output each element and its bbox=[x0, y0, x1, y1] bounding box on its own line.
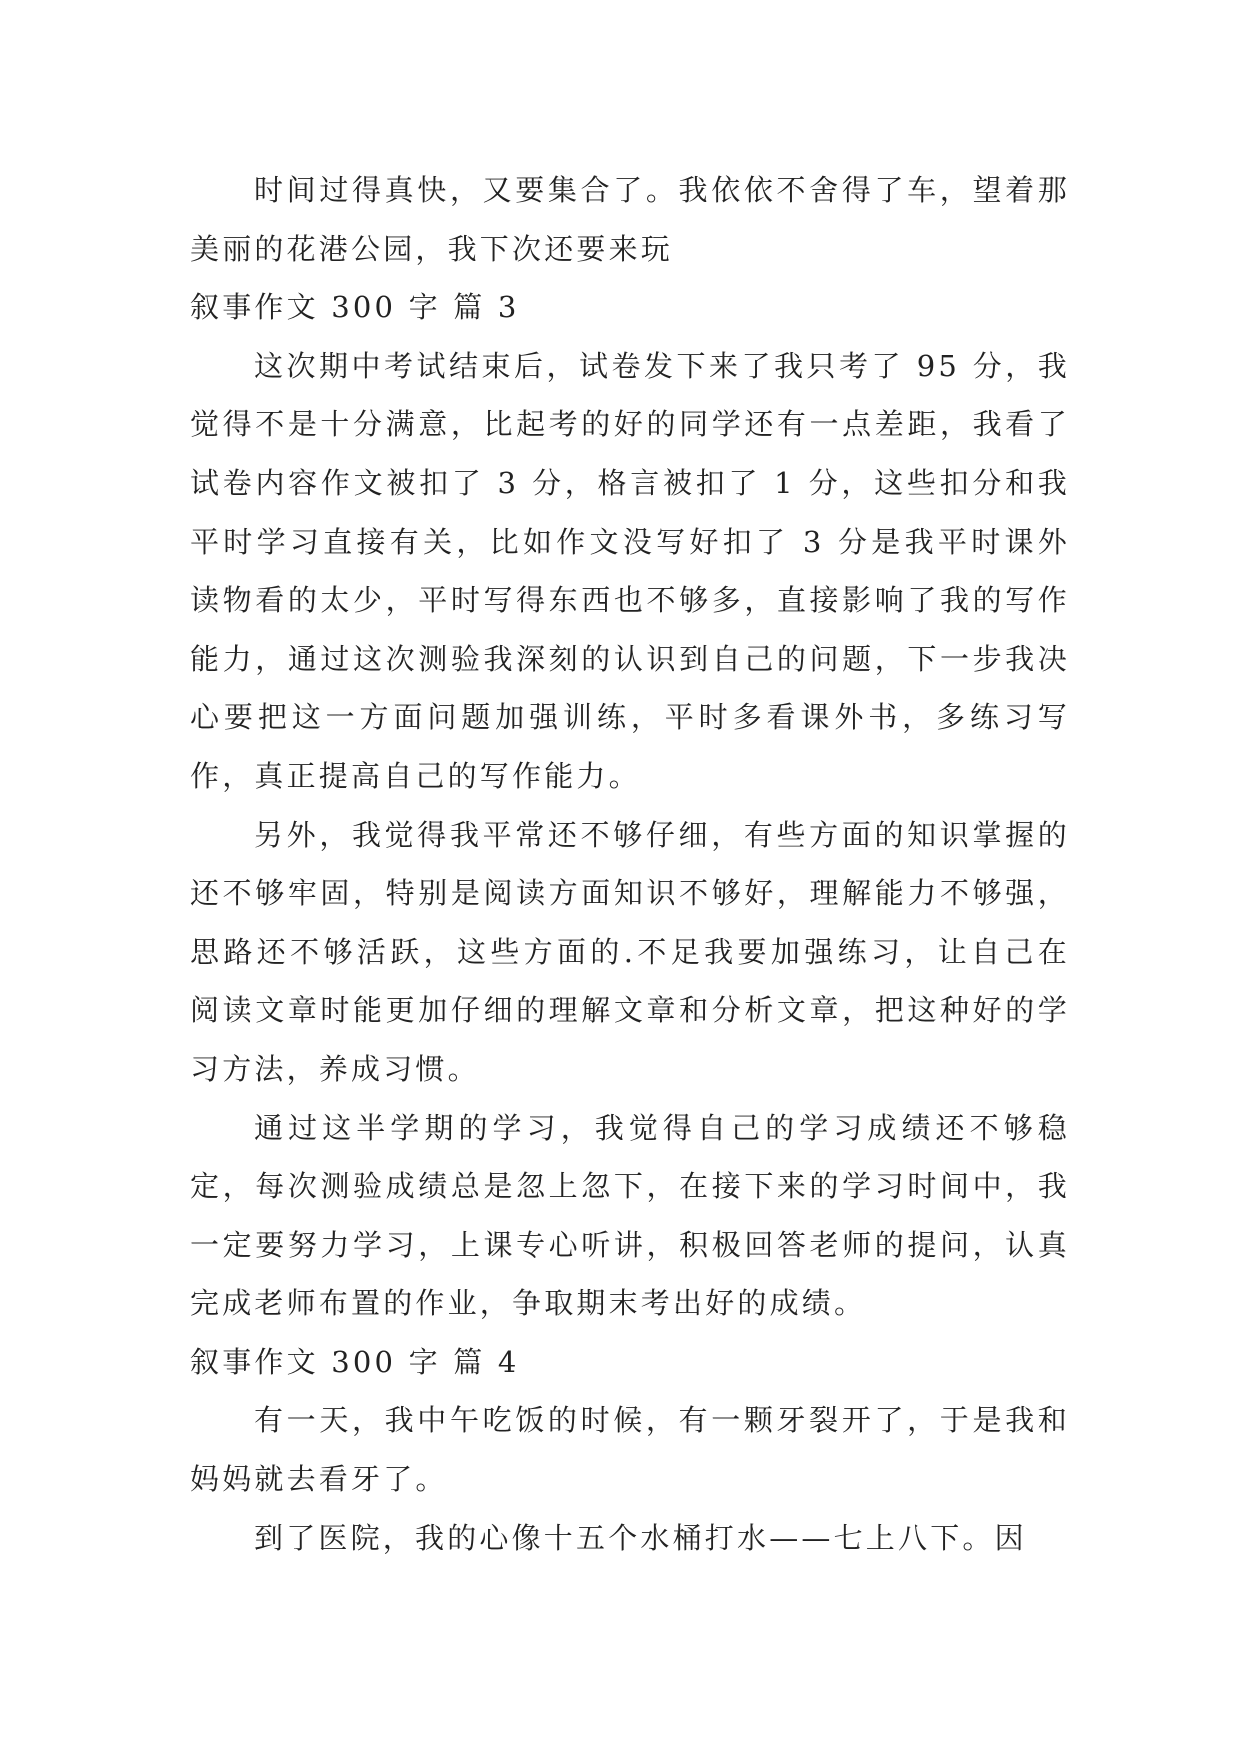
paragraph-midterm-exam: 这次期中考试结束后，试卷发下来了我只考了 95 分，我觉得不是十分满意，比起考的好的同学还有一点差距，我看了试卷内容作文被扣了 3 分，格言被扣了 1 分，这些扣分和我平时学习直接有关，比如作文没写好扣了 3 分是我平时课外读物看的太少，平时写得东西也不够多，直接影响了我的写作能力，通过这次测验我深刻的认识到自己的问题，下一步我决心要把这一方面问题加强训练，平时多看课外书，多练习写作，真正提高自己的写作能力。 bbox=[190, 348, 1070, 793]
paragraph-semester-review: 通过这半学期的学习，我觉得自己的学习成绩还不够稳定，每次测验成绩总是忽上忽下，在接下来的学习时间中，我一定要努力学习，上课专心听讲，积极回答老师的提问，认真完成老师布置的作业，争取期末考出好的成绩。 bbox=[190, 1110, 1070, 1321]
paragraph-hospital: 到了医院，我的心像十五个水桶打水——七上八下。因 bbox=[254, 1520, 1027, 1555]
paragraph-closing-trip: 时间过得真快，又要集合了。我依依不舍得了车，望着那美丽的花港公园，我下次还要来玩 bbox=[190, 173, 1070, 266]
section-heading-4: 叙事作文 300 字 篇 4 bbox=[190, 1344, 520, 1379]
paragraph-carelessness: 另外，我觉得我平常还不够仔细，有些方面的知识掌握的还不够牢固，特别是阅读方面知识不够好，理解能力不够强，思路还不够活跃，这些方面的.不足我要加强练习，让自己在阅读文章时能更加仔细的理解文章和分析文章，把这种好的学习方法，养成习惯。 bbox=[190, 817, 1070, 1086]
document-page bbox=[190, 161, 1070, 1567]
section-heading-3: 叙事作文 300 字 篇 3 bbox=[190, 290, 520, 325]
paragraph-broken-tooth: 有一天，我中午吃饭的时候，有一颗牙裂开了，于是我和妈妈就去看牙了。 bbox=[190, 1403, 1070, 1497]
